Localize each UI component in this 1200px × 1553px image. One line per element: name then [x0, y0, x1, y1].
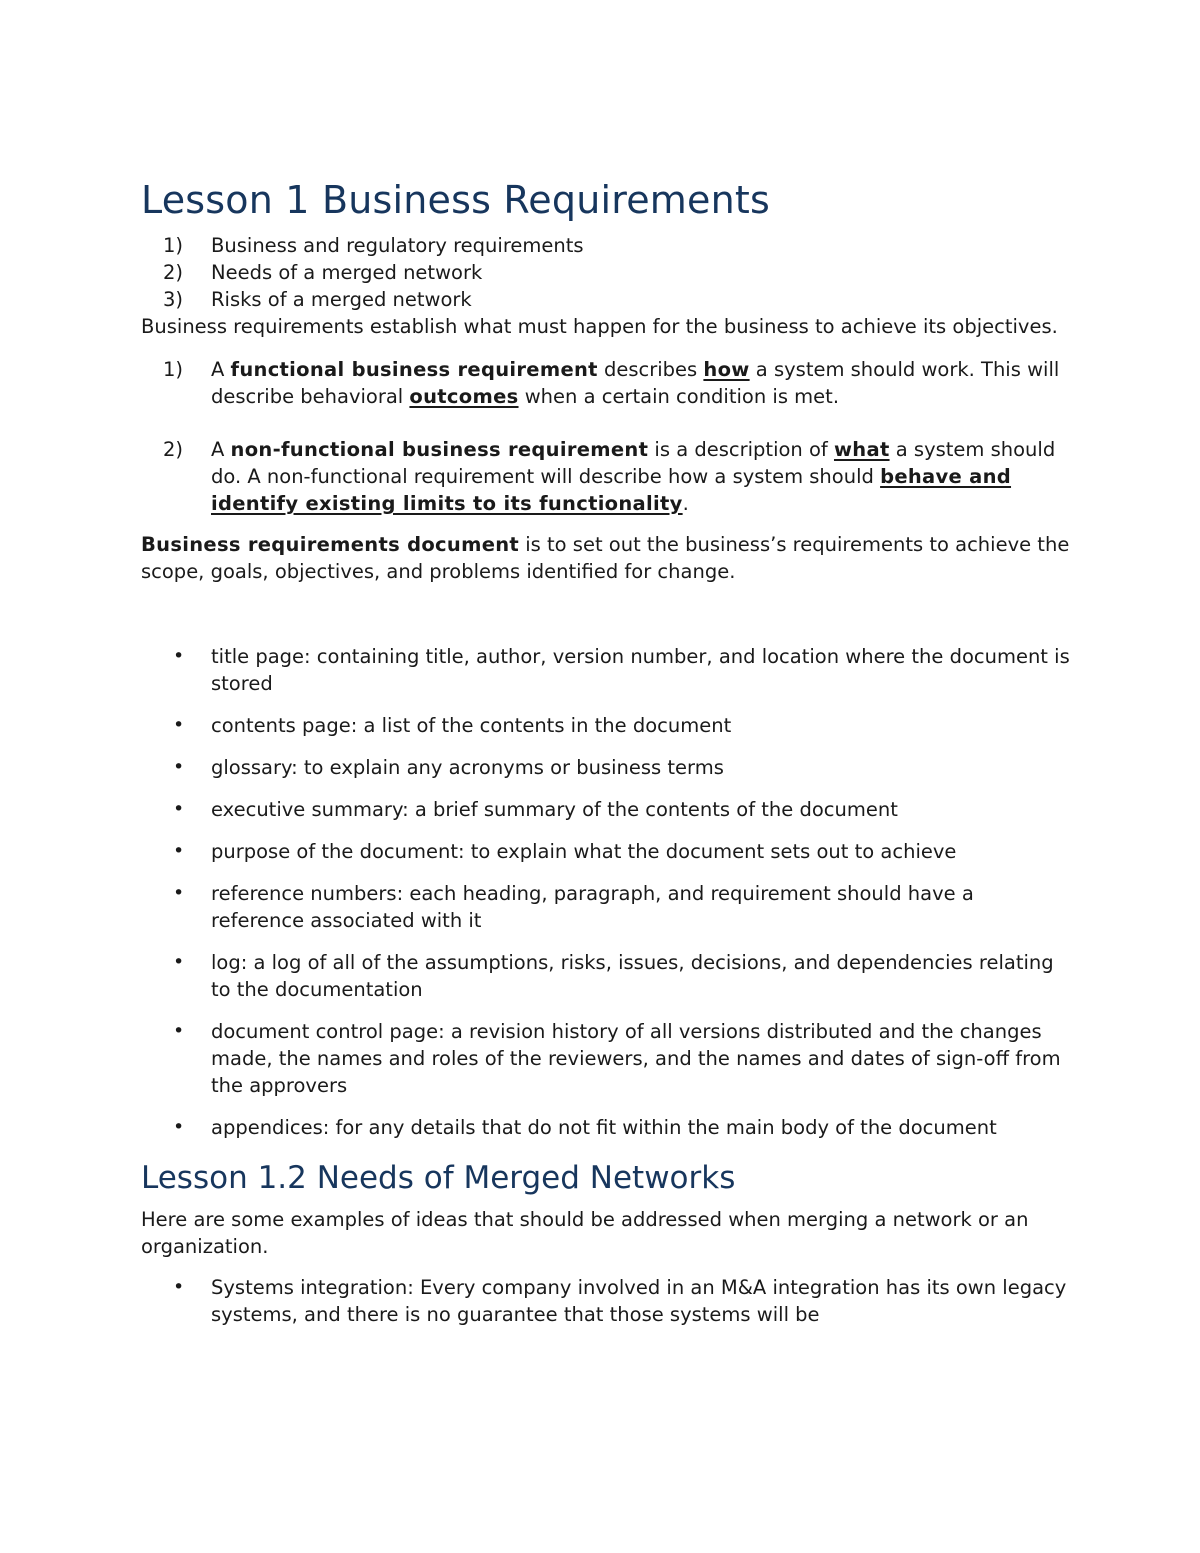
bullet-icon: • [173, 714, 185, 736]
text-run: a system should work. This will describe behavioral [211, 358, 1060, 408]
emphasis-what: what [833, 438, 890, 461]
text-run: is to set out the business’s requirements to achieve the scope, goals, objectives, and problems identified for change. [141, 533, 1070, 583]
bullet-icon: • [173, 645, 185, 667]
list-item-text: log: a log of all of the assumptions, risks, issues, decisions, and dependencies relating to the documentation [211, 951, 1054, 1001]
text-run: is a description of [648, 438, 834, 461]
list-item-text: reference numbers: each heading, paragraph, and requirement should have a reference associated with it [211, 882, 974, 932]
brd-contents-list [141, 643, 1071, 1141]
brd-term: Business requirements document [141, 533, 520, 556]
text-run: when a certain condition is met. [518, 385, 840, 408]
bullet-icon: • [173, 951, 185, 973]
requirements-list [141, 356, 1071, 517]
outline-list [141, 232, 1071, 313]
list-item [141, 232, 1071, 259]
list-number: 1) [163, 234, 184, 257]
functional-requirement-item [141, 356, 1071, 410]
list-item-text: contents page: a list of the contents in the document [211, 714, 732, 737]
list-item-text: executive summary: a brief summary of the contents of the document [211, 798, 898, 821]
heading-lesson-1-2: Lesson 1.2 Needs of Merged Networks [141, 1160, 736, 1196]
non-functional-requirement-term: non-functional business requirement [230, 438, 649, 461]
bullet-icon: • [173, 1116, 185, 1138]
list-item-text: appendices: for any details that do not fit within the main body of the document [211, 1116, 997, 1139]
list-item-text: Risks of a merged network [211, 288, 472, 311]
bullet-icon: • [173, 840, 185, 862]
list-item [141, 1018, 1071, 1099]
list-item [141, 949, 1071, 1003]
list-item [141, 796, 1071, 823]
bullet-icon: • [173, 798, 185, 820]
list-item [141, 1114, 1071, 1141]
text-run: a system should do. A non-functional requirement will describe how a system should [211, 438, 1056, 488]
list-item-text: purpose of the document: to explain what the document sets out to achieve [211, 840, 957, 863]
emphasis-how: how [703, 358, 750, 381]
heading-lesson-1: Lesson 1 Business Requirements [141, 178, 770, 222]
list-number: 1) [163, 358, 184, 381]
merge-needs-list [141, 1274, 1071, 1328]
emphasis-behave: behave and identify existing limits to its functionality [211, 465, 1012, 515]
text-run: A [211, 358, 231, 381]
bullet-icon: • [173, 1020, 185, 1042]
list-item-text: Systems integration: Every company involved in an M&A integration has its own legacy systems, and there is no guarantee that those systems will be [211, 1276, 1067, 1326]
list-item [141, 259, 1071, 286]
list-item [141, 1274, 1071, 1328]
text-run: describes [597, 358, 704, 381]
list-number: 2) [163, 261, 184, 284]
document-page [141, 172, 1071, 1343]
intro-paragraph: Business requirements establish what must happen for the business to achieve its objectives. [141, 315, 1058, 338]
list-item-text: title page: containing title, author, version number, and location where the document is stored [211, 645, 1070, 695]
list-item [141, 880, 1071, 934]
list-item-text: Needs of a merged network [211, 261, 483, 284]
bullet-icon: • [173, 756, 185, 778]
list-number: 3) [163, 288, 184, 311]
list-item-text: Business and regulatory requirements [211, 234, 584, 257]
bullet-icon: • [173, 1276, 185, 1298]
list-item [141, 643, 1071, 697]
bullet-icon: • [173, 882, 185, 904]
list-number: 2) [163, 438, 184, 461]
emphasis-outcomes: outcomes [409, 385, 519, 408]
list-item-text: document control page: a revision history of all versions distributed and the changes made, the names and roles of the reviewers, and the names and dates of sign-off from the approvers [211, 1020, 1061, 1097]
spacer [141, 585, 1071, 643]
list-item [141, 712, 1071, 739]
functional-requirement-term: functional business requirement [230, 358, 598, 381]
text-run: . [682, 492, 689, 515]
list-item-text: glossary: to explain any acronyms or business terms [211, 756, 724, 779]
brd-paragraph [141, 531, 1071, 585]
merge-intro-paragraph: Here are some examples of ideas that should be addressed when merging a network or an organization. [141, 1208, 1029, 1258]
non-functional-requirement-item [141, 436, 1071, 517]
list-item [141, 838, 1071, 865]
list-item [141, 754, 1071, 781]
text-run: A [211, 438, 231, 461]
list-item [141, 286, 1071, 313]
